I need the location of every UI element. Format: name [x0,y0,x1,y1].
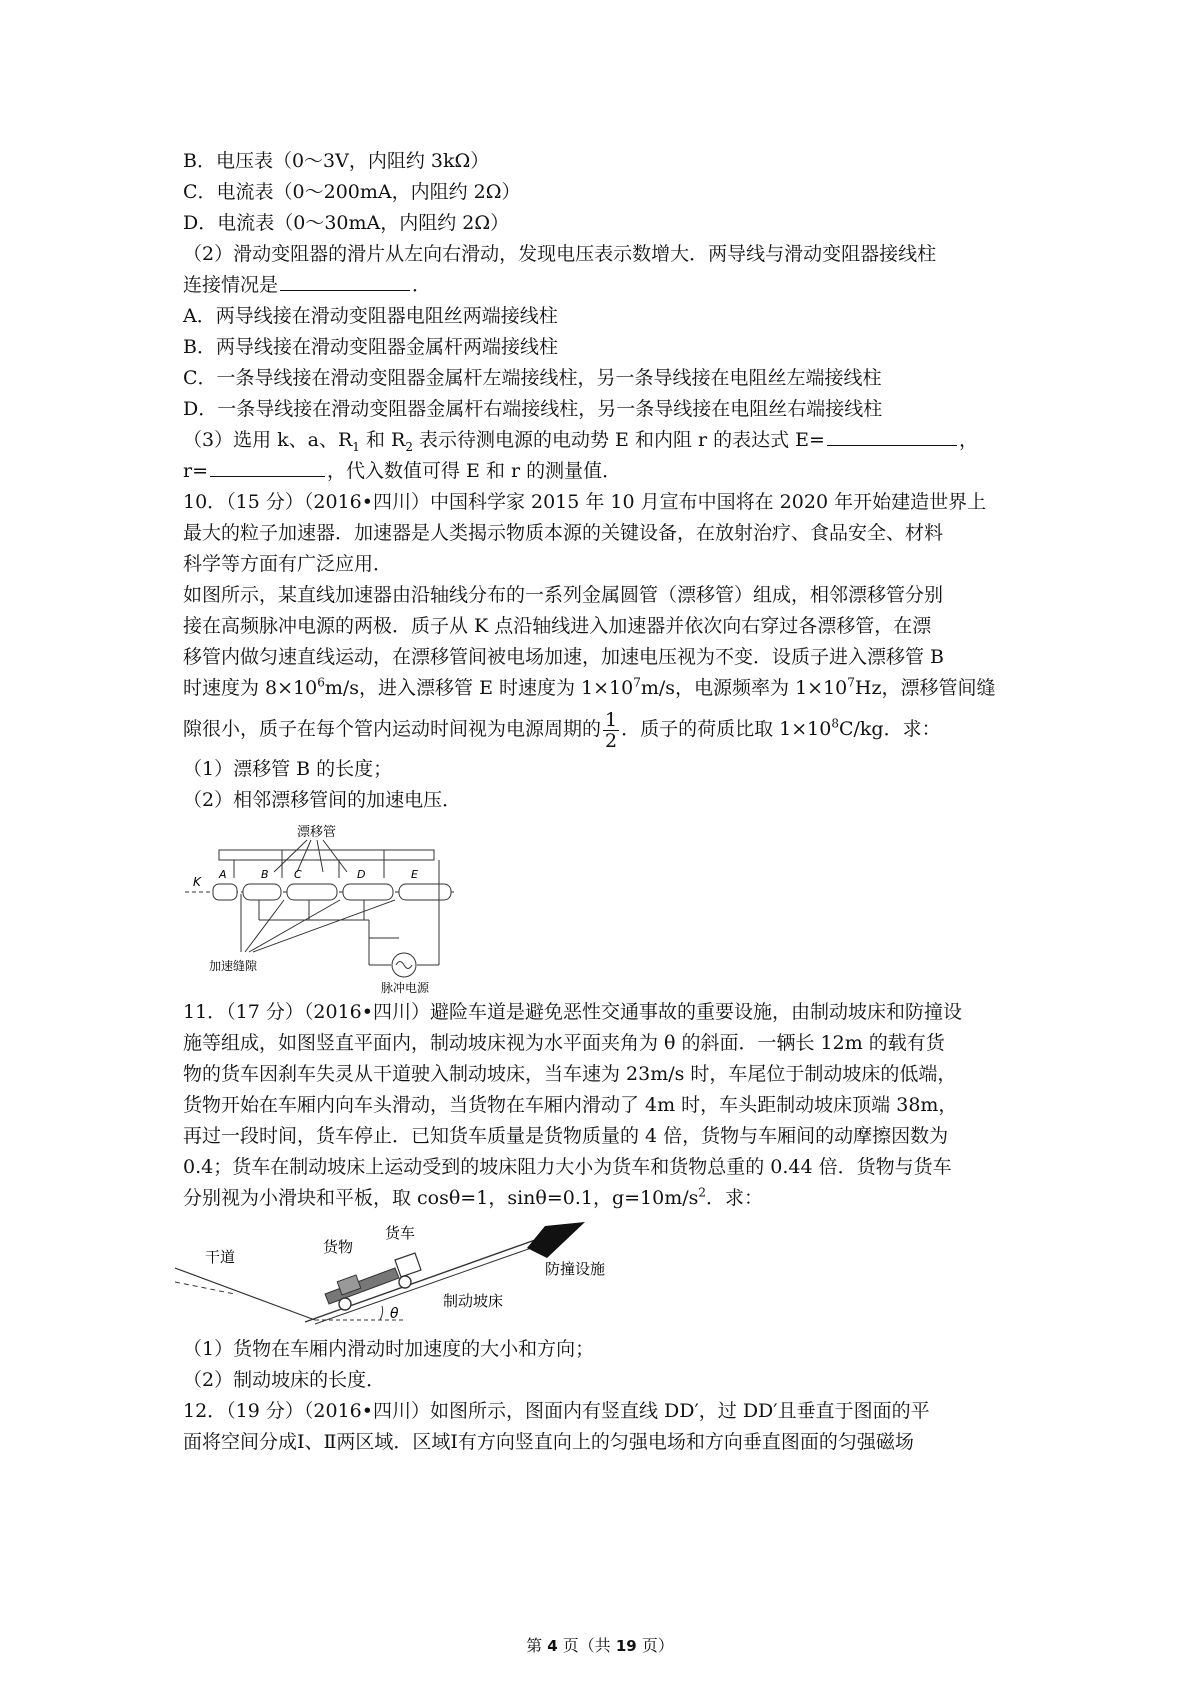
q9-part3-stem-cont: r= ，代入数值可得 E 和 r 的测量值． [183,456,1033,487]
total-pages-number: 19 [615,1637,637,1655]
answer-blank [280,270,410,291]
q11-part1: （1）货物在车厢内滑动时加速度的大小和方向； [183,1338,595,1360]
q10-text-fraction: 隙很小，质子在每个管内运动时间视为电源周期的 $\frac{1}{2}$ ．质子的荷质比取 $1\times 10^8C/kg$．求： [183,708,941,752]
page-footer: 第 4 页（共 19 页） [526,1636,674,1655]
truck-icon [325,1253,421,1310]
truck-label: 货车 [385,1224,416,1242]
drift-tube-e [399,884,451,900]
q9-part2-stem-cont: 连接情况是 ． [183,270,1033,301]
cargo-label: 货物 [323,1238,354,1256]
q10-part1: （1）漂移管 B 的长度； [183,758,393,780]
q11-heading: 11．（17 分）（2016•四川）避险车道是避免恶性交通事故的重要设施，由制动坡床和防撞设 [183,1001,962,1023]
tube-label-a: A [219,868,227,881]
q11-text-constants: 分别视为小滑块和平板，取 cosθ=1，sinθ=0.1，$g=10m/s^2$．求： [183,1185,764,1209]
q9-part2-option-d: D．一条导线接在滑动变阻器金属杆右端接线柱，另一条导线接在电阻丝右端接线柱 [183,398,883,420]
crash-barrier-label: 防撞设施 [545,1260,606,1278]
q11-text: 物的货车因刹车失灵从干道驶入制动坡床，当车速为 23m/s 时，车尾位于制动坡床的低端， [183,1063,957,1085]
option-d-ammeter-30: D．电流表（0～30mA，内阻约 2Ω） [183,212,510,234]
acceleration-gap-label: 加速缝隙 [209,959,258,973]
drift-tube-b [243,884,281,900]
q9-part2-option-a: A．两导线接在滑动变阻器电阻丝两端接线柱 [183,305,558,327]
q10-text: 接在高频脉冲电源的两极．质子从 K 点沿轴线进入加速器并依次向右穿过各漂移管，在漂 [183,615,932,637]
q12-heading: 12．（19 分）（2016•四川）如图所示，图面内有竖直线 DD′，过 DD′且垂直于图面的平 [183,1400,930,1422]
fraction-one-half: $\frac{1}{2}$ [605,708,618,752]
drift-tube-a [213,884,237,900]
q10-heading: 10．（15 分）（2016•四川）中国科学家 2015 年 10 月宣布中国将在 2020 年开始建造世界上 [183,491,987,513]
q9-part2-option-c: C．一条导线接在滑动变阻器金属杆左端接线柱，另一条导线接在电阻丝左端接线柱 [183,367,882,389]
q10-part2: （2）相邻漂移管间的加速电压． [183,789,462,811]
q11-text: 货物开始在车厢内向车头滑动，当货物在车厢内滑动了 4m 时，车头距制动坡床顶端 38m， [183,1094,958,1116]
option-c-ammeter-200: C．电流表（0～200mA，内阻约 2Ω） [183,181,521,203]
q11-text: 再过一段时间，货车停止．已知货车质量是货物质量的 4 倍，货物与车厢间的动摩擦因数为 [183,1125,949,1147]
q9-part2-option-b: B．两导线接在滑动变阻器金属杆两端接线柱 [183,336,558,358]
q10-text: 科学等方面有广泛应用． [183,553,393,575]
tube-label-b: B [261,868,269,881]
tube-label-d: D [357,868,366,881]
current-page-number: 4 [547,1637,558,1655]
runaway-ramp-figure [175,1220,635,1330]
crash-barrier-icon [527,1222,585,1258]
main-road-label: 干道 [205,1248,236,1266]
q11-text: 0.4；货车在制动坡床上运动受到的坡床阻力大小为货车和货物总重的 0.44 倍．货物与货车 [183,1156,952,1178]
angle-theta-label: θ [390,1306,399,1322]
answer-blank [827,425,957,446]
q9-part2-stem: （2）滑动变阻器的滑片从左向右滑动，发现电压表示数增大．两导线与滑动变阻器接线柱 [183,243,937,265]
q10-text: 最大的粒子加速器．加速器是人类揭示物质本源的关键设备，在放射治疗、食品安全、材料 [183,522,944,544]
q10-text-speeds: 时速度为 $8\times 10^6m/s$，进入漂移管 E 时速度为 $1\times 10^7m/s$，电源频率为 $1\times 10^7Hz$，漂移管间缝 [183,675,996,699]
page-content [183,146,1033,1458]
tube-label-c: C [294,868,302,881]
q11-text: 施等组成，如图竖直平面内，制动坡床视为水平面夹角为 θ 的斜面．一辆长 12m 的载有货 [183,1032,945,1054]
q9-part3-stem: （3）选用 k、a、$R_1$ 和 $R_2$ 表示待测电源的电动势 E 和内阻 r 的表达式 E= ， [183,425,1033,456]
drift-tube-c [287,884,337,900]
k-point-label: K [193,875,201,889]
linear-accelerator-figure [179,820,459,995]
q10-text: 移管内做匀速直线运动，在漂移管间被电场加速，加速电压视为不变．设质子进入漂移管 B [183,646,945,668]
answer-blank [210,456,325,477]
tube-label-e: E [411,868,418,881]
pulse-source-label: 脉冲电源 [381,981,430,995]
drift-tube-d [343,884,393,900]
q10-text: 如图所示，某直线加速器由沿轴线分布的一系列金属圆管（漂移管）组成，相邻漂移管分别 [183,584,944,606]
q12-text: 面将空间分成Ⅰ、Ⅱ两区域．区域Ⅰ有方向竖直向上的匀强电场和方向垂直图面的匀强磁场 [183,1431,914,1453]
braking-bed-label: 制动坡床 [443,1292,504,1310]
q11-part2: （2）制动坡床的长度． [183,1369,386,1391]
option-b-voltmeter: B．电压表（0～3V，内阻约 3kΩ） [183,150,490,172]
drift-tube-title: 漂移管 [297,825,337,840]
